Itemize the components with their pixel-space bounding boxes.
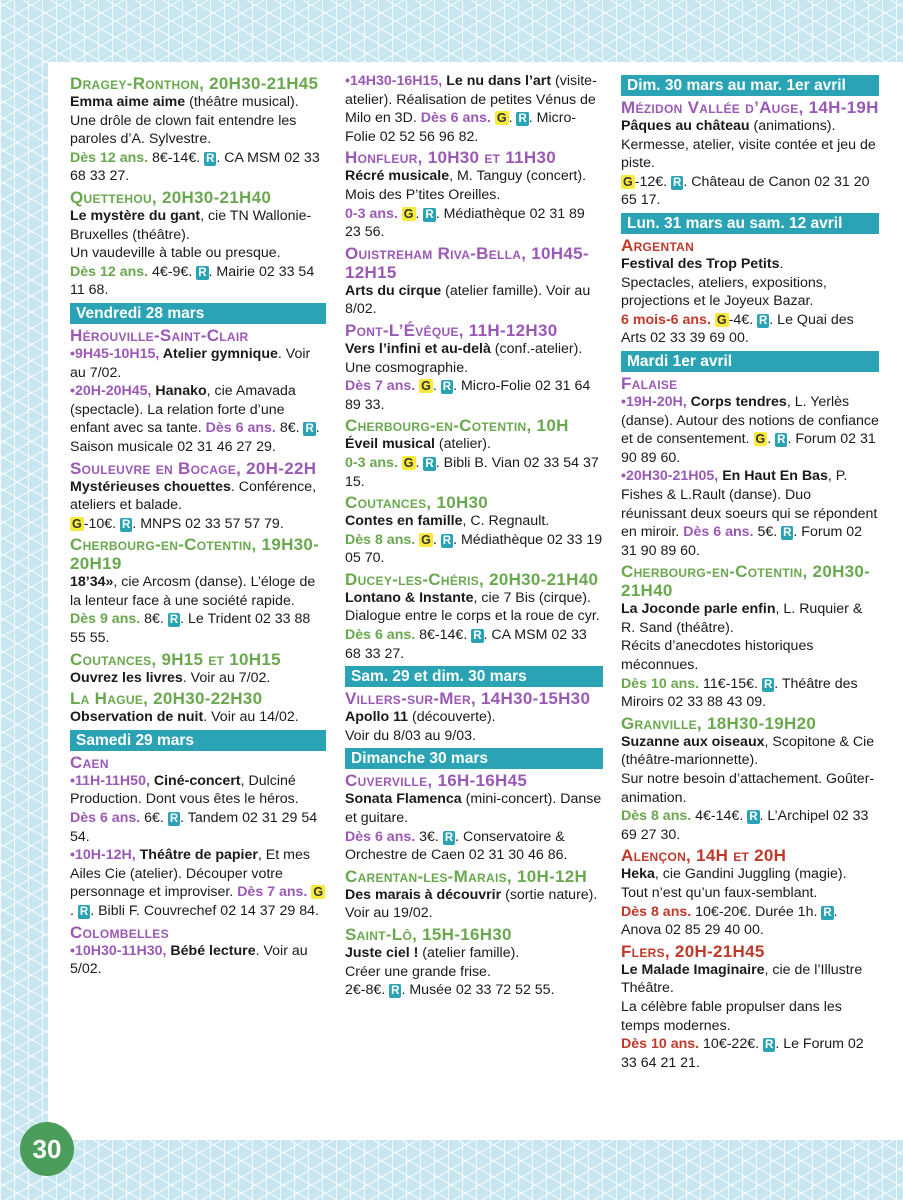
reservation-icon: R xyxy=(198,266,207,279)
price: 8€. xyxy=(275,420,304,437)
event-desc: , cie de l’Illustre Théâtre. xyxy=(621,961,863,997)
event-title: Ciné-concert xyxy=(153,772,241,789)
contact: . Anova 02 85 29 40 00. xyxy=(621,903,838,939)
reservation-icon: R xyxy=(206,152,215,165)
age-label: Dès 9 ans. xyxy=(70,611,141,628)
free-icon: G xyxy=(403,206,414,221)
contact: . Le Trident 02 33 88 55 55. xyxy=(70,611,311,647)
event-location: Mézidon Vallée d’Auge, 14H-19H xyxy=(621,98,879,117)
event-location: Cherbourg-en-Cotentin, 10H xyxy=(345,416,569,436)
price: -12€. xyxy=(634,173,672,190)
free-icon: G xyxy=(313,885,324,900)
event-title: Apollo 11 xyxy=(345,709,409,726)
event-location: Ducey-les-Chéris, 20H30-21H40 xyxy=(345,569,599,589)
price: 4€-9€. xyxy=(148,263,197,280)
price: 3€. xyxy=(415,828,443,845)
event-villers xyxy=(345,689,603,745)
event-title: Emma aime aime xyxy=(70,94,186,110)
event-desc: (atelier famille). xyxy=(418,945,520,961)
event-title: Bébé lecture xyxy=(170,942,256,959)
event-desc: , Et mes Ailes Cie (atelier). Découper votre personnage et improviser. xyxy=(70,847,310,901)
event-title: Atelier gymnique xyxy=(162,345,278,362)
reservation-icon: R xyxy=(79,906,89,918)
price: 8€-14€. xyxy=(148,149,205,166)
event-location: Alençon, 14H et 20H xyxy=(621,846,787,866)
reservation-icon: R xyxy=(122,518,131,531)
age-label: Dès 6 ans. xyxy=(205,420,276,437)
event-title: Sonata Flamenca xyxy=(345,791,462,808)
event-desc2: Sur notre besoin d’attachement. Goûter-animation. xyxy=(621,771,875,806)
event-pontleveque: Pont-L’Évêque, 11H-12H30 Vers l’infini et au-delà (conf.-atelier). Une cosmographie. Dès 7 ans. G . R . Micro-Folie 02 31 64 89 33. xyxy=(345,321,603,414)
event-location: Honfleur, 10H30 et 11H30 xyxy=(345,148,556,168)
contact: . Le Quai des Arts 02 33 39 69 00. xyxy=(621,311,854,347)
price: 10€-22€. xyxy=(699,1036,763,1053)
reservation-icon: R xyxy=(673,176,682,189)
reservation-icon: R xyxy=(442,381,452,394)
event-desc: , cie Amavada (spectacle). La relation forte d’une enfant avec sa tante. xyxy=(70,383,296,437)
event-time: •20H30-21H05, xyxy=(621,468,723,485)
event-desc: , P. Fishes & L.Rault (danse). Duo réunissant deux soeurs qui se répondent en miroir. xyxy=(621,468,878,541)
contact: . Château de Canon 02 31 20 65 17. xyxy=(621,173,870,209)
free-icon: G xyxy=(716,312,727,327)
reservation-icon: R xyxy=(823,906,832,919)
event-location: Carentan-les-Marais, 10H-12H xyxy=(345,866,588,886)
event-title: Suzanne aux oiseaux xyxy=(621,733,765,750)
event-title: Lontano & Instante xyxy=(345,589,474,606)
event-title: Hanako xyxy=(155,383,207,400)
contact: . Bibli B. Vian 02 33 54 37 15. xyxy=(345,454,599,490)
event-desc: (découverte). xyxy=(408,709,496,726)
event-desc: , L. Ruquier & R. Sand (théâtre). xyxy=(621,601,863,636)
event-time: •19H-20H, xyxy=(621,393,691,410)
page-number: 30 xyxy=(20,1122,74,1176)
event-location: Saint-Lô, 15H-16H30 xyxy=(345,925,512,944)
price: 2€-8€. xyxy=(345,982,390,999)
reservation-icon: R xyxy=(473,630,482,643)
price: 10€-20€. Durée 1h. xyxy=(691,903,822,920)
event-colombelles xyxy=(70,923,326,979)
event-location: Argentan xyxy=(621,235,695,255)
event-argentan xyxy=(621,236,879,348)
event-title: Le mystère du gant xyxy=(70,207,201,224)
event-location: Granville, 18H30-19H20 xyxy=(621,713,817,733)
age-label: Dès 12 ans. xyxy=(70,263,149,280)
reservation-icon: R xyxy=(765,1039,774,1052)
event-herouville xyxy=(70,326,326,457)
event-dragey xyxy=(70,74,326,186)
event-granville xyxy=(621,714,879,845)
contact: . Bibli F. Couvrechef 02 14 37 29 84. xyxy=(90,903,319,919)
event-desc: (mini-concert). Danse et guitare. xyxy=(345,791,602,827)
event-desc2: Récits d’anecdotes historiques méconnues. xyxy=(621,638,814,674)
event-desc: , Scopitone & Cie (théâtre-marionnette). xyxy=(621,733,875,769)
age-label: Dès 6 ans. xyxy=(683,524,754,541)
event-location: Cherbourg-en-Cotentin, 20H30-21H40 xyxy=(621,562,871,601)
event-desc: . Voir au 7/02. xyxy=(182,669,271,686)
contact: . L’Archipel 02 33 69 27 30. xyxy=(621,808,869,843)
age-label: Dès 6 ans. xyxy=(345,828,416,845)
date-header: Sam. 29 et dim. 30 mars xyxy=(345,666,603,687)
event-title: Pâques au château xyxy=(621,118,750,134)
event-desc: , cie TN Wallonie-Bruxelles (théâtre). xyxy=(70,207,312,243)
reservation-icon: R xyxy=(442,534,452,547)
free-icon: G xyxy=(72,516,82,531)
reservation-icon: R xyxy=(391,985,400,998)
reservation-icon: R xyxy=(783,527,792,540)
event-nu-art: •14H30-16H15, Le nu dans l’art (visite-atelier). Réalisation de petites Vénus de Milo en 3D. Dès 6 ans. G . R . Micro-Folie 02 52 56 96 82. xyxy=(345,73,597,145)
event-saintlo xyxy=(345,925,603,1000)
event-desc2: Un vaudeville à table ou presque. xyxy=(70,245,281,262)
event-cherbourg-eveil: Cherbourg-en-Cotentin, 10H Éveil musical (atelier). 0-3 ans. G . R . Bibli B. Vian 02 33 54 37 15. xyxy=(345,416,603,491)
event-desc: (atelier). xyxy=(434,436,491,453)
event-time: •20H-20H45, xyxy=(70,383,156,400)
event-cherbourg xyxy=(70,535,326,647)
event-caen: Caen •11H-11H50, Ciné-concert, Dulciné Production. Dont vous êtes le héros. Dès 6 ans. 6€. R . Tandem 02 31 29 54 54. •10H-12H, Théâtre de papier, Et mes Ailes Cie (atelier). Découper votre personnage et improviser. Dès 7 ans. G. R . Bibli F. Couvrechef 02 14 37 29 84. xyxy=(70,753,326,921)
reservation-icon: R xyxy=(758,314,768,327)
event-desc: , cie 7 Bis (cirque). xyxy=(473,589,591,606)
event-location: Flers, 20H-21H45 xyxy=(621,941,765,961)
event-location: Dragey-Ronthon, 20H30-21H45 xyxy=(70,74,319,93)
event-alencon xyxy=(621,846,879,939)
contact: . Conservatoire & Orchestre de Caen 02 31 30 46 86. xyxy=(345,828,568,864)
event-title: 18’34» xyxy=(70,574,114,591)
date-header: Lun. 31 mars au sam. 12 avril xyxy=(621,213,879,234)
contact: . Mairie 02 33 54 11 68. xyxy=(70,263,315,299)
event-title: Des marais à découvrir xyxy=(345,886,502,903)
event-ouistreham xyxy=(345,244,603,319)
event-desc: , cie Arcosm (danse). L’éloge de la lenteur face à une société rapide. xyxy=(70,574,316,609)
event-title: Éveil musical xyxy=(345,436,435,453)
reservation-icon: R xyxy=(425,457,434,470)
contact: . Tandem 02 31 29 54 54. xyxy=(70,810,318,845)
date-header: Mardi 1er avril xyxy=(621,351,879,372)
age-label: Dès 7 ans. xyxy=(237,884,308,901)
price: -4€. xyxy=(728,311,757,328)
event-title: Ouvrez les livres xyxy=(70,669,183,686)
contact: . Saison musicale 02 31 46 27 29. xyxy=(70,420,320,455)
age-label: 0-3 ans. xyxy=(345,454,398,471)
event-desc: (théâtre musical). Une drôle de clown fait entendre les paroles d’A. Sylvestre. xyxy=(70,94,299,148)
event-location: Villers-sur-Mer, 14H30-15H30 xyxy=(345,689,591,709)
event-title: Vers l’infini et au-delà xyxy=(345,340,491,357)
price: 6€. xyxy=(140,810,168,827)
age-label: Dès 10 ans. xyxy=(621,1036,700,1053)
date-header: Dim. 30 mars au mar. 1er avril xyxy=(621,75,879,96)
event-ducey xyxy=(345,570,603,663)
price: 8€. xyxy=(140,611,168,628)
column-1 xyxy=(70,72,326,979)
event-souleuvre xyxy=(70,459,326,534)
contact: . Musée 02 33 72 52 55. xyxy=(401,982,555,999)
event-title: Mystérieuses chouettes xyxy=(70,478,231,495)
event-time: •9H45-10H15, xyxy=(70,345,163,362)
event-cherbourg-joconde xyxy=(621,562,879,712)
age-label: Dès 12 ans. xyxy=(70,149,149,166)
free-icon: G xyxy=(421,532,431,547)
free-icon: G xyxy=(755,432,766,447)
event-desc: (visite-atelier). Réalisation de petites Vénus de Milo en 3D. xyxy=(345,73,597,127)
reservation-icon: R xyxy=(169,614,179,627)
event-desc: (animations). Kermesse, atelier, visite contée et jeu de piste. xyxy=(621,118,876,172)
event-desc: , Dulciné Production. Dont vous êtes le héros. xyxy=(70,772,299,808)
event-location: Coutances, 10H30 xyxy=(345,493,489,513)
age-label: Dès 6 ans. xyxy=(345,627,416,644)
age-label: Dès 6 ans. xyxy=(70,810,141,827)
price: 4€-14€. xyxy=(691,808,748,825)
free-icon: G xyxy=(496,111,507,126)
contact: . CA MSM 02 33 68 33 27. xyxy=(70,149,320,185)
event-desc2: Dialogue entre le corps et la roue de cyr. xyxy=(345,608,600,625)
reservation-icon: R xyxy=(305,423,314,436)
reservation-icon: R xyxy=(763,678,773,691)
event-flers xyxy=(621,942,879,1073)
event-location: Ouistreham Riva-Bella, 10H45-12H15 xyxy=(345,243,589,282)
event-title: Le nu dans l’art xyxy=(446,73,552,89)
event-cuverville xyxy=(345,771,603,864)
free-icon: G xyxy=(421,379,431,394)
date-header: Samedi 29 mars xyxy=(70,730,326,751)
reservation-icon: R xyxy=(425,208,434,221)
contact: . Forum 02 31 90 89 60. xyxy=(621,431,876,466)
event-location: Pont-L’Évêque, 11H-12H30 xyxy=(345,320,558,340)
reservation-icon: R xyxy=(444,831,454,844)
event-title: Arts du cirque xyxy=(345,282,442,299)
event-time: •11H-11H50, xyxy=(70,772,154,789)
event-desc: (sortie nature). Voir au 19/02. xyxy=(345,886,598,922)
event-title: Heka xyxy=(621,866,655,883)
event-title: Théâtre de papier xyxy=(139,847,258,864)
date-header: Dimanche 30 mars xyxy=(345,748,603,769)
event-location: Cuverville, 16H-16H45 xyxy=(345,771,528,791)
event-desc: . Conférence, ateliers et balade. xyxy=(70,478,317,514)
event-desc2: Spectacles, ateliers, expositions, projections et le Joyeux Bazar. xyxy=(621,274,827,310)
event-time: •10H30-11H30, xyxy=(70,942,171,959)
event-title: En Haut En Bas xyxy=(722,468,828,485)
reservation-icon: R xyxy=(518,113,527,126)
event-desc2: Tout n’est qu’un faux-semblant. xyxy=(621,885,818,901)
event-desc2: Mois des P’tites Oreilles. xyxy=(345,186,501,203)
event-desc2: La célèbre fable propulser dans les temps modernes. xyxy=(621,998,842,1034)
contact: . Médiathèque 02 33 19 05 70. xyxy=(345,531,603,567)
event-desc: . Voir au 7/02. xyxy=(70,345,311,381)
event-desc: , L. Yerlès (danse). Autour des notions de confiance et de consentement. xyxy=(621,393,879,448)
contact: . Micro-Folie 02 52 56 96 82. xyxy=(345,110,577,145)
age-label: 0-3 ans. xyxy=(345,205,398,222)
event-time: •10H-12H, xyxy=(70,847,140,864)
age-label: Dès 10 ans. xyxy=(621,675,700,692)
contact: . Forum 02 31 90 89 60. xyxy=(621,524,863,559)
event-desc: . xyxy=(779,255,784,272)
event-location: La Hague, 20H30-22H30 xyxy=(70,689,263,709)
reservation-icon: R xyxy=(749,811,758,824)
free-icon: G xyxy=(623,174,633,189)
reservation-icon: R xyxy=(169,813,179,826)
event-desc: , C. Regnault. xyxy=(462,513,550,530)
event-title: Le Malade Imaginaire xyxy=(621,961,765,978)
price: 5€. xyxy=(753,524,782,541)
event-desc2: Voir du 8/03 au 9/03. xyxy=(345,727,476,744)
event-desc: . Voir au 5/02. xyxy=(70,942,308,978)
event-desc: (atelier famille). Voir au 8/02. xyxy=(345,282,591,318)
event-location: Falaise xyxy=(621,373,678,393)
column-2 xyxy=(345,72,603,1000)
price: 8€-14€. xyxy=(415,627,472,644)
date-header: Vendredi 28 mars xyxy=(70,303,326,324)
price: -10€. xyxy=(83,515,121,532)
age-label: Dès 6 ans. xyxy=(420,110,491,127)
event-desc2: Créer une grande frise. xyxy=(345,963,491,980)
event-coutances xyxy=(70,650,326,688)
event-falaise: Falaise •19H-20H, Corps tendres, L. Yerlès (danse). Autour des notions de confiance et de consentement. G . R . Forum 02 31 90 89 60. •20H30-21H05, En Haut En Bas, P. Fishes & L.Rault (danse). Duo réunissant deux soeurs qui se répondent en miroir. Dès 6 ans. 5€. R . Forum 02 31 90 89 60. xyxy=(621,373,879,559)
reservation-icon: R xyxy=(777,434,786,447)
event-coutances-contes: Coutances, 10H30 Contes en famille, C. Regnault. Dès 8 ans. G . R . Médiathèque 02 33 19 05 70. xyxy=(345,493,603,567)
event-carentan xyxy=(345,867,603,923)
age-label: Dès 8 ans. xyxy=(621,808,692,825)
contact: . CA MSM 02 33 68 33 27. xyxy=(345,627,587,662)
contact: . Médiathèque 02 31 89 23 56. xyxy=(345,205,585,241)
age-label: Dès 8 ans. xyxy=(345,531,416,548)
event-time: •14H30-16H15, xyxy=(345,73,447,89)
event-desc: , cie Gandini Juggling (magie). xyxy=(654,866,847,883)
event-location: Cherbourg-en-Cotentin, 19H30-20H19 xyxy=(70,535,320,574)
event-mezidon xyxy=(621,98,879,210)
event-lahague xyxy=(70,689,326,727)
event-title: Récré musicale xyxy=(345,168,450,185)
event-quettehou xyxy=(70,188,326,300)
event-location: Hérouville-Saint-Clair xyxy=(70,325,249,345)
event-title: Contes en famille xyxy=(345,513,463,530)
event-title: Observation de nuit xyxy=(70,709,204,726)
event-location: Souleuvre en Bocage, 20H-22H xyxy=(70,458,317,478)
event-title: Juste ciel ! xyxy=(345,945,419,961)
event-location: Colombelles xyxy=(70,922,169,942)
event-location: Caen xyxy=(70,752,109,772)
age-label: Dès 8 ans. xyxy=(621,903,692,920)
event-title: Corps tendres xyxy=(690,393,787,410)
event-title: La Joconde parle enfin xyxy=(621,601,776,618)
event-desc: . Voir au 14/02. xyxy=(203,709,299,726)
contact: . Théâtre des Miroirs 02 33 88 43 09. xyxy=(621,675,858,711)
age-label: Dès 7 ans. xyxy=(345,378,416,395)
contact: . Micro-Folie 02 31 64 89 33. xyxy=(345,378,591,413)
free-icon: G xyxy=(403,455,414,470)
event-title: Festival des Trop Petits xyxy=(621,255,780,272)
event-desc: , M. Tanguy (concert). xyxy=(449,168,587,185)
event-location: Quettehou, 20H30-21H40 xyxy=(70,187,272,207)
event-location: Coutances, 9H15 et 10H15 xyxy=(70,649,281,669)
event-honfleur: Honfleur, 10H30 et 11H30 Récré musicale, M. Tanguy (concert). Mois des P’tites Oreilles. 0-3 ans. G . R . Médiathèque 02 31 89 23 56. xyxy=(345,148,603,241)
price: 11€-15€. xyxy=(699,675,762,692)
contact: . Le Forum 02 33 64 21 21. xyxy=(621,1036,864,1071)
age-label: 6 mois-6 ans. xyxy=(621,311,711,328)
event-desc: (conf.-atelier). Une cosmographie. xyxy=(345,340,583,376)
column-3 xyxy=(621,72,879,1072)
contact: . MNPS 02 33 57 57 79. xyxy=(132,515,284,532)
